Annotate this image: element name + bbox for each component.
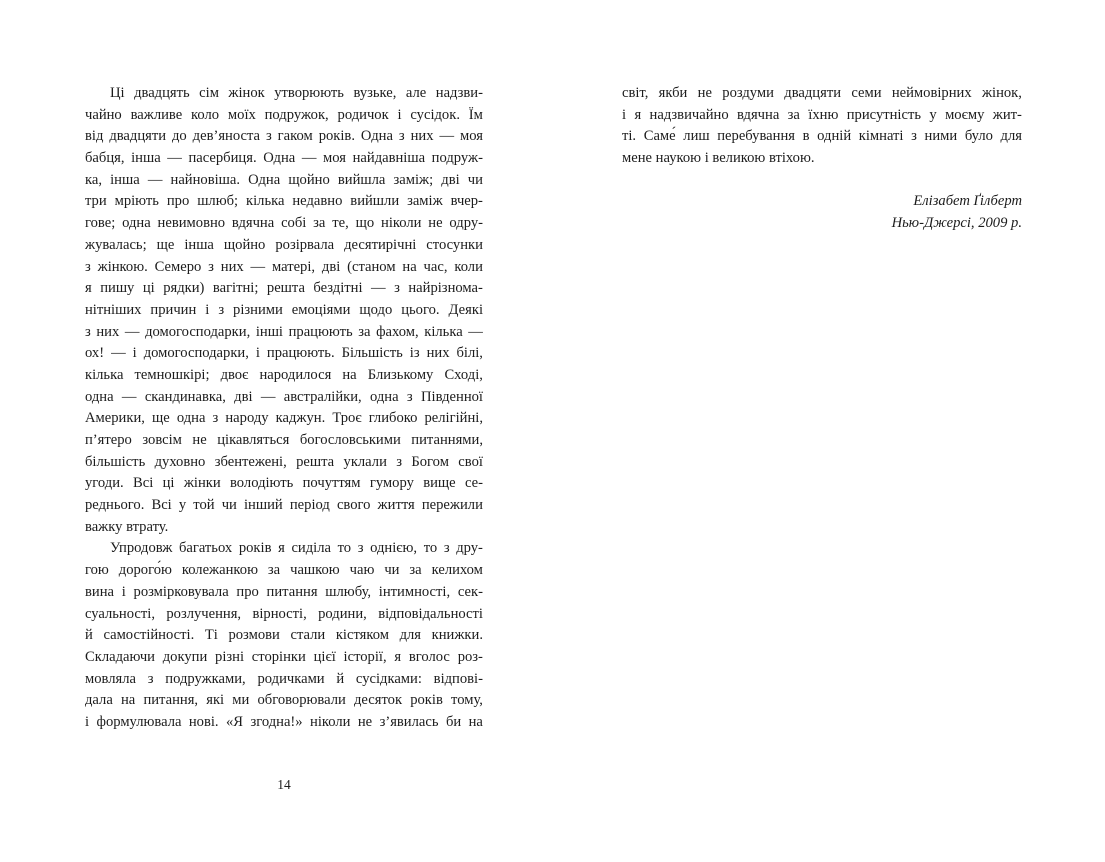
text-line: бабця, інша — пасербиця. Одна — моя найдавніша подруж- xyxy=(85,150,483,167)
text-line: ох! — і домогосподарки, і працюють. Більшість із них білі, xyxy=(85,345,483,362)
text-line: нітніших причин і з різними емоціями щодо цього. Деякі xyxy=(85,301,483,318)
text-line: жувалась; ще інша щойно розірвала десятирічні стосунки xyxy=(85,236,483,253)
right-page-paragraphs xyxy=(622,83,1022,170)
text-line: від двадцяти до дев’яноста з гаком років. Одна з них — моя xyxy=(85,128,483,145)
text-line: мене наукою і великою втіхою. xyxy=(622,150,815,167)
text-line: угоди. Всі ці жінки володіють почуттям гумору вище се- xyxy=(85,475,483,492)
attribution-author: Елізабет Ґілберт xyxy=(913,193,1022,210)
text-line: три мріють про шлюб; кілька недавно вийшли заміж вчер- xyxy=(85,193,483,210)
text-line: дала на питання, які ми обговорювали десяток років тому, xyxy=(85,692,483,709)
text-line: ка, інша — найновіша. Одна щойно вийшла заміж; дві чи xyxy=(85,171,483,188)
text-line: реднього. Всі у той чи інший період свого життя пережили xyxy=(85,497,483,514)
left-page-text-block xyxy=(85,83,483,734)
text-line: я пишу ці рядки) вагітні; решта бездітні — з найрізнома- xyxy=(85,280,483,297)
text-line: більшість духовно збентежені, решта уклали з Богом свої xyxy=(85,453,483,470)
page-number: 14 xyxy=(277,777,291,792)
text-line: й самостійності. Ті розмови стали кістяком для книжки. xyxy=(85,627,483,644)
text-line: з жінкою. Семеро з них — матері, дві (станом на час, коли xyxy=(85,258,483,275)
text-line: кілька темношкірі; двоє народилося на Близькому Сході, xyxy=(85,366,483,383)
text-line: Складаючи докупи різні сторінки цієї історії, я вголос роз- xyxy=(85,648,483,665)
text-line: важку втрату. xyxy=(85,518,169,535)
text-line: з них — домогосподарки, інші працюють за фахом, кілька — xyxy=(85,323,483,340)
text-line: Упродовж багатьох років я сиділа то з однією, то з дру- xyxy=(110,540,483,557)
attribution xyxy=(622,191,1022,234)
text-line: гою дорого́ю колежанкою за чашкою чаю чи за келихом xyxy=(85,562,483,579)
text-line: вина і розмірковувала про питання шлюбу, інтимності, сек- xyxy=(85,583,483,600)
text-line: Ці двадцять сім жінок утворюють вузьке, але надзви- xyxy=(110,85,483,101)
text-line: гове; одна невимовно вдячна собі за те, що ніколи не одру- xyxy=(85,215,483,232)
right-page-text-block xyxy=(622,83,1022,235)
attribution-place-date: Нью-Джерсі, 2009 р. xyxy=(891,215,1022,232)
text-line: суальності, розлучення, вірності, родини, відповідальності xyxy=(85,605,483,622)
text-line: світ, якби не роздуми двадцяти семи неймовірних жінок, xyxy=(622,85,1022,101)
text-line: ті. Саме́ лиш перебування в одній кімнаті з ними було для xyxy=(622,128,1022,145)
text-line: Америки, ще одна з народу каджун. Троє глибоко релігійні, xyxy=(85,410,483,427)
text-line: одна — скандинавка, дві — австралійки, одна з Південної xyxy=(85,388,483,405)
text-line: чайно важливе коло моїх подружок, родичок і сусідок. Їм xyxy=(85,106,483,123)
text-line: і я надзвичайно вдячна за їхню присутність у моєму жит- xyxy=(622,106,1022,123)
text-line: мовляла з подружками, родичками й сусідками: відпові- xyxy=(85,670,483,687)
text-line: і формулювала нові. «Я згодна!» ніколи не з’явилась би на xyxy=(85,713,483,730)
text-line: п’ятеро зовсім не цікавляться богословськими питаннями, xyxy=(85,432,483,448)
